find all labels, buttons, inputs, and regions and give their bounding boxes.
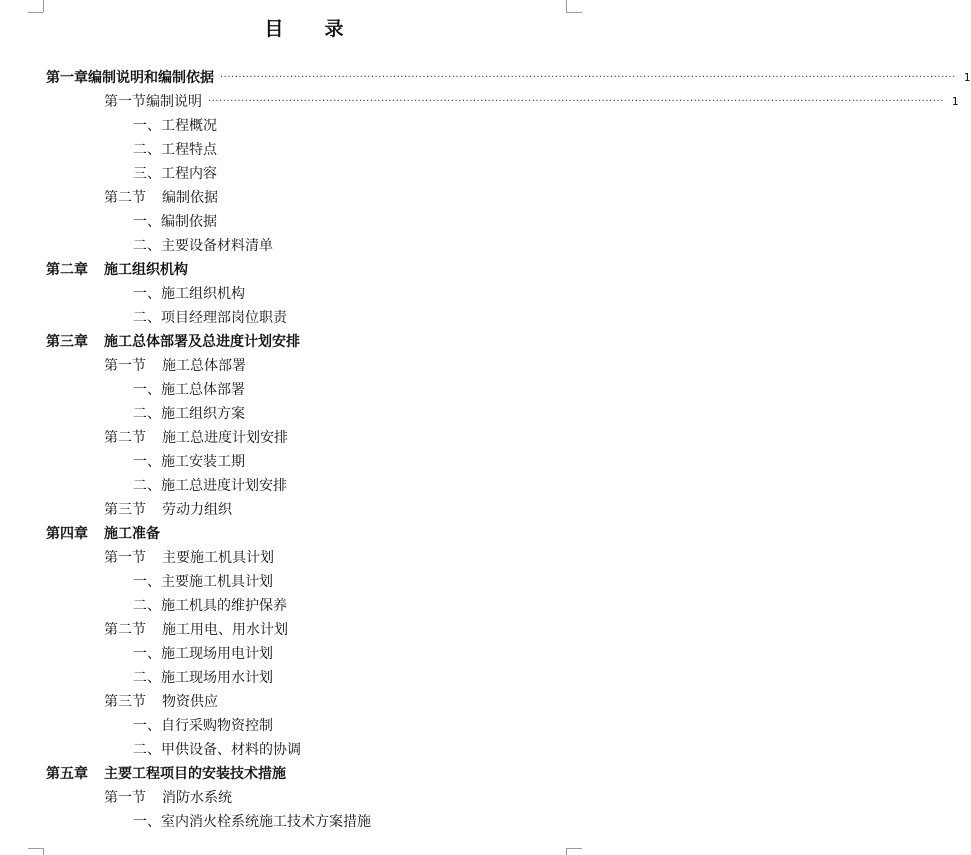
toc-entry-item[interactable] (0, 474, 609, 498)
chapter-number: 第一章 (46, 70, 88, 86)
section-title: 施工总进度计划安排 (162, 430, 288, 446)
item-title: 一、自行采购物资控制 (133, 718, 273, 734)
toc-entry-item[interactable] (0, 570, 609, 594)
toc-entry-section[interactable] (0, 690, 609, 714)
toc-entry-chapter[interactable] (0, 522, 609, 546)
toc-entry-section[interactable] (0, 618, 609, 642)
chapter-number: 第四章 (46, 526, 88, 542)
crop-mark-bottom-left (28, 848, 43, 849)
toc-entry-item[interactable] (0, 282, 609, 306)
toc-entry-item[interactable] (0, 306, 609, 330)
crop-mark-top-left (43, 0, 44, 12)
section-title: 物资供应 (162, 694, 218, 710)
crop-mark-bottom-right (566, 848, 582, 849)
table-of-contents (0, 66, 971, 834)
chapter-title: 施工总体部署及总进度计划安排 (104, 334, 300, 350)
item-title: 二、甲供设备、材料的协调 (133, 742, 301, 758)
section-title: 劳动力组织 (162, 502, 232, 518)
item-title: 一、室内消火栓系统施工技术方案措施 (133, 814, 371, 830)
item-title: 二、施工组织方案 (133, 406, 245, 422)
crop-mark-bottom-left (43, 848, 44, 855)
item-title: 三、工程内容 (133, 166, 217, 182)
chapter-title: 施工组织机构 (104, 262, 188, 278)
section-title: 施工总体部署 (162, 358, 246, 374)
chapter-number: 第五章 (46, 766, 88, 782)
toc-entry-section[interactable] (0, 786, 609, 810)
section-number: 第一节 (104, 790, 146, 806)
item-title: 二、工程特点 (133, 142, 217, 158)
toc-entry-item[interactable] (0, 738, 609, 762)
crop-mark-bottom-right (566, 848, 567, 855)
crop-mark-top-left (28, 12, 43, 13)
item-title: 一、工程概况 (133, 118, 217, 134)
toc-entry-chapter[interactable] (0, 66, 971, 90)
section-number: 第一节 (104, 358, 146, 374)
section-number: 第三节 (104, 694, 146, 710)
section-title: 编制说明 (146, 94, 202, 110)
chapter-number: 第二章 (46, 262, 88, 278)
section-title: 主要施工机具计划 (162, 550, 274, 566)
section-number: 第二节 (104, 622, 146, 638)
toc-entry-item[interactable] (0, 210, 609, 234)
toc-entry-section[interactable] (0, 546, 609, 570)
crop-mark-top-right (566, 12, 582, 13)
toc-entry-section[interactable] (0, 498, 609, 522)
item-title: 二、主要设备材料清单 (133, 238, 273, 254)
toc-entry-chapter[interactable] (0, 762, 609, 786)
chapter-number: 第三章 (46, 334, 88, 350)
item-title: 二、施工机具的维护保养 (133, 598, 287, 614)
toc-entry-item[interactable] (0, 714, 609, 738)
toc-entry-item[interactable] (0, 666, 609, 690)
toc-entry-item[interactable] (0, 162, 609, 186)
toc-entry-section[interactable] (0, 426, 609, 450)
toc-entry-item[interactable] (0, 450, 609, 474)
item-title: 一、施工安装工期 (133, 454, 245, 470)
toc-entry-section[interactable] (0, 354, 609, 378)
item-title: 一、施工总体部署 (133, 382, 245, 398)
item-title: 二、项目经理部岗位职责 (133, 310, 287, 326)
toc-entry-item[interactable] (0, 402, 609, 426)
item-title: 一、编制依据 (133, 214, 217, 230)
dot-leader: ········································································································································································································ (220, 72, 956, 83)
toc-entry-item[interactable] (0, 114, 609, 138)
toc-entry-item[interactable] (0, 810, 609, 834)
toc-entry-chapter[interactable] (0, 258, 609, 282)
toc-entry-chapter[interactable] (0, 330, 609, 354)
section-number: 第三节 (104, 502, 146, 518)
toc-entry-item[interactable] (0, 594, 609, 618)
toc-entry-item[interactable] (0, 378, 609, 402)
dot-leader: ········································································································································································································ (208, 96, 944, 107)
chapter-title: 编制说明和编制依据 (88, 70, 214, 86)
page-number: 1 (951, 95, 959, 108)
chapter-title: 主要工程项目的安装技术措施 (104, 766, 286, 782)
section-number: 第一节 (104, 550, 146, 566)
item-title: 二、施工现场用水计划 (133, 670, 273, 686)
section-title: 编制依据 (162, 190, 218, 206)
chapter-title: 施工准备 (104, 526, 160, 542)
section-title: 消防水系统 (162, 790, 232, 806)
item-title: 一、施工现场用电计划 (133, 646, 273, 662)
item-title: 二、施工总进度计划安排 (133, 478, 287, 494)
section-title: 施工用电、用水计划 (162, 622, 288, 638)
section-number: 第二节 (104, 190, 146, 206)
toc-entry-item[interactable] (0, 234, 609, 258)
item-title: 一、施工组织机构 (133, 286, 245, 302)
page-title: 目 录 (264, 18, 345, 40)
section-number: 第二节 (104, 430, 146, 446)
toc-entry-item[interactable] (0, 138, 609, 162)
page-number: 1 (963, 71, 971, 84)
item-title: 一、主要施工机具计划 (133, 574, 273, 590)
crop-mark-top-right (566, 0, 567, 12)
toc-entry-item[interactable] (0, 642, 609, 666)
section-number: 第一节 (104, 94, 146, 110)
toc-entry-section[interactable] (0, 186, 609, 210)
toc-entry-section[interactable] (0, 90, 959, 114)
